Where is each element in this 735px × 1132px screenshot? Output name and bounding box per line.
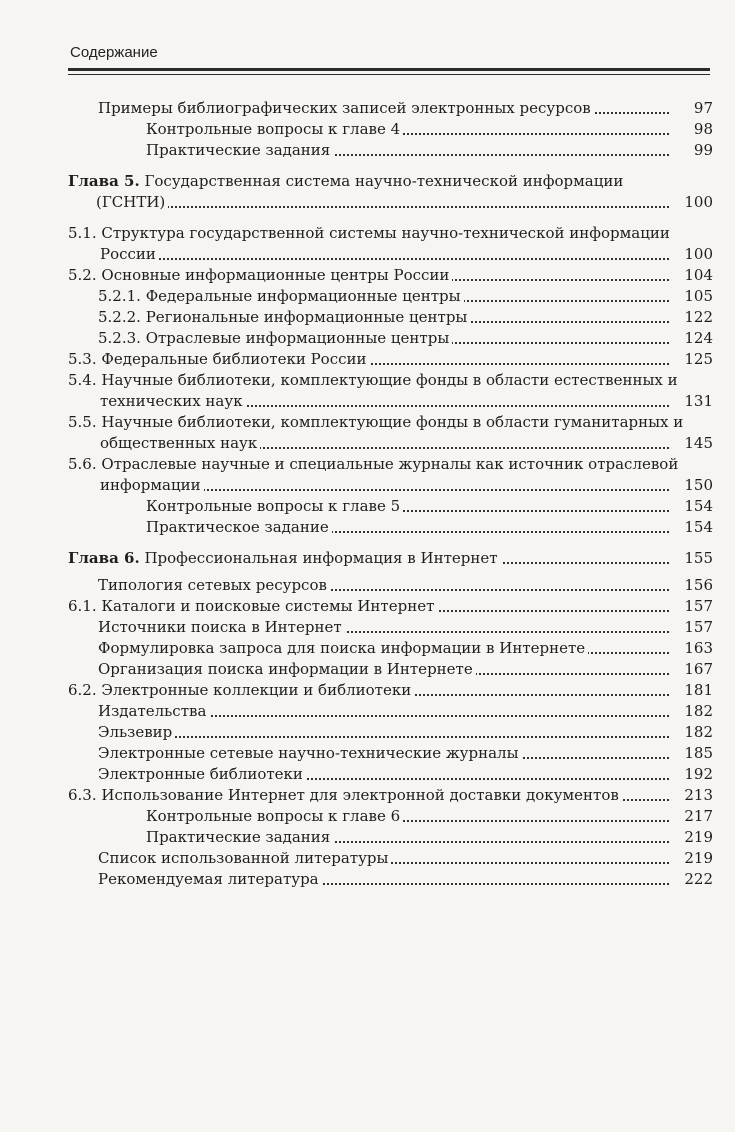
header-rule-thin (68, 74, 710, 75)
chapter-6-label: Глава 6. (68, 549, 140, 567)
toc-entry-title: 6.3. Использование Интернет для электронной доставки документов (68, 786, 622, 804)
toc-entry (68, 659, 713, 680)
chapter-5-heading (68, 171, 713, 213)
toc-entry (68, 307, 713, 328)
toc-entry-page: 131 (671, 391, 713, 412)
table-of-contents (68, 98, 713, 890)
toc-entry-page: 182 (671, 701, 713, 722)
toc-entry-page: 104 (671, 265, 713, 286)
toc-entry-page: 125 (671, 349, 713, 370)
toc-entry-page: 98 (671, 119, 713, 140)
toc-entry-page: 182 (671, 722, 713, 743)
toc-entry-page: 217 (671, 806, 713, 827)
toc-entry-page: 163 (671, 638, 713, 659)
toc-entry-page: 145 (671, 433, 713, 454)
toc-entry-page: 185 (671, 743, 713, 764)
toc-entry (68, 617, 713, 638)
toc-entry-page: 154 (671, 496, 713, 517)
toc-entry-title: Список использованной литературы (98, 849, 391, 867)
header-rule-thick (68, 68, 710, 71)
toc-entry-page: 222 (671, 869, 713, 890)
toc-entry-page: 100 (671, 244, 713, 265)
toc-entry-title-line1: 5.5. Научные библиотеки, комплектующие фонды в области гуманитарных и (68, 413, 686, 431)
toc-entry-title: 6.1. Каталоги и поисковые системы Интернет (68, 597, 437, 615)
toc-entry (68, 722, 713, 743)
toc-entry (68, 827, 713, 848)
toc-entry-page: 105 (671, 286, 713, 307)
toc-entry-title-line2: технических наук (100, 392, 246, 410)
toc-entry-title: Практические задания (146, 141, 333, 159)
toc-entry-title: 5.2.1. Федеральные информационные центры (98, 287, 464, 305)
toc-entry-title: 6.2. Электронные коллекции и библиотеки (68, 681, 414, 699)
toc-entry-title: Практические задания (146, 828, 333, 846)
toc-entry-title: Контрольные вопросы к главе 6 (146, 807, 403, 825)
toc-entry-page: 167 (671, 659, 713, 680)
toc-entry (68, 496, 713, 517)
toc-entry-title: Рекомендуемая литература (98, 870, 322, 888)
toc-entry-title: Примеры библиографических записей электронных ресурсов (98, 99, 594, 117)
toc-entry (68, 223, 713, 265)
toc-entry (68, 140, 713, 161)
chapter-5-title-line2: (ГСНТИ) (96, 193, 168, 211)
toc-entry-page: 97 (671, 98, 713, 119)
toc-entry (68, 869, 713, 890)
toc-entry-page: 219 (671, 848, 713, 869)
toc-entry-title: Организация поиска информации в Интернете (98, 660, 476, 678)
toc-entry (68, 265, 713, 286)
toc-entry (68, 454, 713, 496)
toc-entry-title: 5.2.2. Региональные информационные центры (98, 308, 470, 326)
toc-entry-page: 99 (671, 140, 713, 161)
toc-entry-page: 154 (671, 517, 713, 538)
toc-entry-title-line1: 5.4. Научные библиотеки, комплектующие фонды в области естественных и (68, 371, 681, 389)
toc-entry (68, 119, 713, 140)
toc-entry-page: 219 (671, 827, 713, 848)
toc-entry-title: Электронные библиотеки (98, 765, 306, 783)
toc-entry (68, 743, 713, 764)
chapter-5-title-line1: Государственная система научно-технической информации (144, 172, 624, 190)
toc-entry-page: 192 (671, 764, 713, 785)
toc-entry-page: 122 (671, 307, 713, 328)
toc-entry-title: Издательства (98, 702, 209, 720)
chapter-5-page: 100 (671, 192, 713, 213)
toc-entry (68, 806, 713, 827)
toc-entry (68, 848, 713, 869)
toc-entry (68, 286, 713, 307)
toc-entry-title: Контрольные вопросы к главе 5 (146, 497, 403, 515)
chapter-5-label: Глава 5. (68, 172, 140, 190)
toc-entry-title: Практическое задание (146, 518, 332, 536)
chapter-6-title: Профессиональная информация в Интернет (144, 549, 498, 567)
chapter-6-heading (68, 548, 713, 569)
toc-entry-title: Типология сетевых ресурсов (98, 576, 330, 594)
toc-entry-page: 156 (671, 575, 713, 596)
toc-entry (68, 370, 713, 412)
toc-entry-title-line1: 5.6. Отраслевые научные и специальные журналы как источник отраслевой (68, 455, 681, 473)
toc-entry-title: Источники поиска в Интернет (98, 618, 345, 636)
toc-entry-page: 124 (671, 328, 713, 349)
running-head: Содержание (70, 44, 158, 61)
toc-entry (68, 349, 713, 370)
toc-entry-page: 150 (671, 475, 713, 496)
toc-entry-title: Эльзевир (98, 723, 175, 741)
toc-entry-title: Контрольные вопросы к главе 4 (146, 120, 403, 138)
toc-entry (68, 596, 713, 617)
toc-entry-page: 181 (671, 680, 713, 701)
toc-entry (68, 575, 713, 596)
toc-entry-title: 5.2. Основные информационные центры России (68, 266, 452, 284)
toc-entry-title-line1: 5.1. Структура государственной системы научно-технической информации (68, 224, 673, 242)
toc-entry-title: Формулировка запроса для поиска информации в Интернете (98, 639, 588, 657)
toc-entry (68, 638, 713, 659)
toc-entry-page: 213 (671, 785, 713, 806)
toc-entry (68, 701, 713, 722)
toc-entry (68, 517, 713, 538)
toc-entry (68, 680, 713, 701)
toc-entry (68, 328, 713, 349)
chapter-6-page: 155 (671, 548, 713, 569)
toc-entry-title-line2: России (100, 245, 159, 263)
toc-entry (68, 764, 713, 785)
toc-entry-title: Электронные сетевые научно-технические журналы (98, 744, 522, 762)
toc-entry-title: 5.2.3. Отраслевые информационные центры (98, 329, 452, 347)
toc-entry-page: 157 (671, 617, 713, 638)
toc-entry-title-line2: информации (100, 476, 204, 494)
toc-entry (68, 412, 713, 454)
toc-entry-title-line2: общественных наук (100, 434, 260, 452)
toc-entry (68, 785, 713, 806)
toc-entry-title: 5.3. Федеральные библиотеки России (68, 350, 370, 368)
toc-entry-page: 157 (671, 596, 713, 617)
toc-entry (68, 98, 713, 119)
